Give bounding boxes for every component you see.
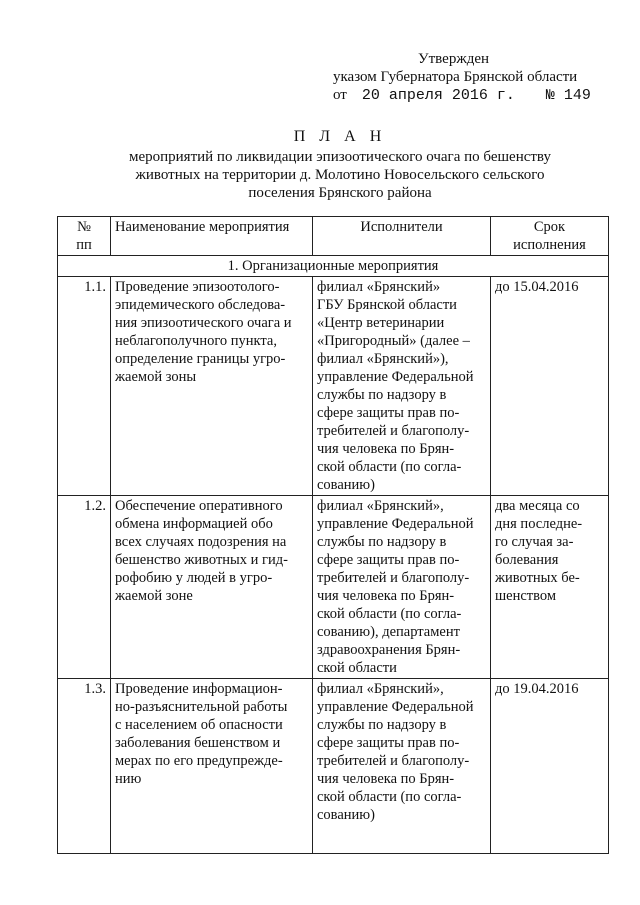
row-term: два месяца со дня последне- го случая за- болевания животных бе- шенством: [491, 496, 609, 679]
table-row: [58, 496, 609, 679]
approval-date: 20 апреля 2016 г.: [361, 87, 515, 104]
approval-title: Утвержден: [418, 51, 490, 67]
row-name: Проведение эпизоотолого- эпидемического обследова- ния эпизоотического очага и неблагополучного пункта, определение границы угро- жаемой зоны: [111, 277, 313, 496]
row-num: 1.1.: [58, 277, 111, 496]
approval-date-line: [333, 86, 633, 105]
approval-decree: указом Губернатора Брянской области: [333, 69, 578, 85]
table-row: [58, 679, 609, 854]
approval-date-prefix: от: [333, 87, 347, 103]
header-name: Наименование мероприятия: [111, 217, 313, 256]
header-term: Срок исполнения: [491, 217, 609, 256]
row-num: 1.2.: [58, 496, 111, 679]
row-term: до 15.04.2016: [491, 277, 609, 496]
row-num: 1.3.: [58, 679, 111, 854]
header-num: № пп: [58, 217, 111, 256]
plan-title: П Л А Н: [293, 128, 387, 145]
document-heading: [60, 128, 620, 202]
row-executors: филиал «Брянский», управление Федеральной службы по надзору в сфере защиты прав по- требителей и благополу- чия человека по Брян- ской области (по согла- сованию): [313, 679, 491, 854]
section-row: [58, 256, 609, 277]
row-term: до 19.04.2016: [491, 679, 609, 854]
table-row: [58, 277, 609, 496]
approval-number: № 149: [545, 87, 591, 104]
plan-subtitle: мероприятий по ликвидации эпизоотического очага по бешенству животных на территории д. Молотино Новосельского сельского поселения Брянского района: [128, 149, 552, 201]
plan-table: [57, 216, 609, 854]
row-executors: филиал «Брянский» ГБУ Брянской области «Центр ветеринарии «Пригородный» (далее – филиал «Брянский»), управление Федеральной службы по надзору в сфере защиты прав по- требителей и благополу- чия человека по Брян- ской области (по согла- сованию): [313, 277, 491, 496]
row-name: Проведение информацион- но-разъяснительной работы с населением об опасности заболевания бешенством и мерах по его предупрежде- нию: [111, 679, 313, 854]
table-header-row: [58, 217, 609, 256]
section-title: 1. Организационные мероприятия: [58, 256, 609, 277]
header-executors: Исполнители: [313, 217, 491, 256]
row-executors: филиал «Брянский», управление Федеральной службы по надзору в сфере защиты прав по- требителей и благополу- чия человека по Брян- ской области (по согла- сованию), департамент здравоохранения Брян- ской области: [313, 496, 491, 679]
approval-block: [333, 50, 633, 105]
row-name: Обеспечение оперативного обмена информацией обо всех случаях подозрения на бешенство животных и гид- рофобию у людей в угро- жаемой зоне: [111, 496, 313, 679]
